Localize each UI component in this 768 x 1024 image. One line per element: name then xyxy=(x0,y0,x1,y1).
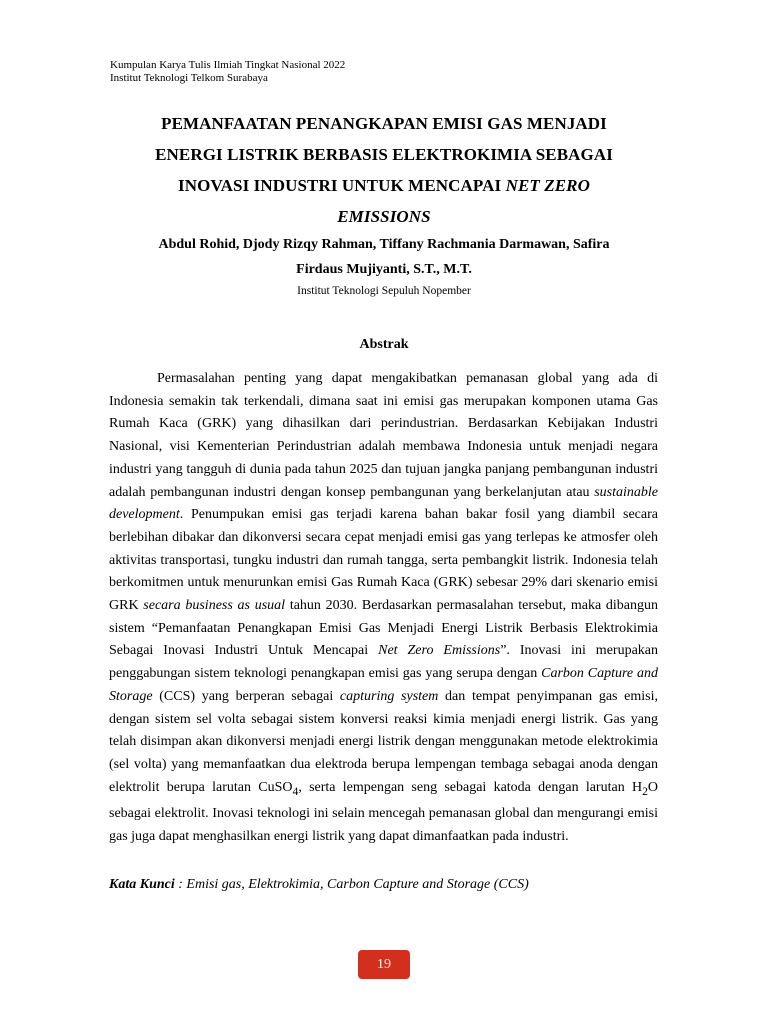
page-number-badge: 19 xyxy=(358,950,410,979)
subscript-4: 4 xyxy=(292,784,299,798)
title-line-3 xyxy=(100,170,668,201)
abstract-body xyxy=(109,368,658,849)
abstract-text-4: ”. Inovasi ini merupakan penggabungan sistem teknologi penangkapan emisi gas yang serupa dengan xyxy=(109,643,659,682)
affiliation: Institut Teknologi Sepuluh Nopember xyxy=(297,285,471,297)
subscript-2: 2 xyxy=(642,784,648,798)
title-line-2: ENERGI LISTRIK BERBASIS ELEKTROKIMIA SEBAGAI xyxy=(155,145,613,164)
abstract-text-7: , serta lempengan seng sebagai katoda dengan larutan H xyxy=(298,779,643,795)
keywords-label: Kata Kunci xyxy=(109,877,175,892)
abstract-italic-5: capturing system xyxy=(339,688,439,704)
abstract-heading: Abstrak xyxy=(359,337,409,352)
title-line-3-text: INOVASI INDUSTRI UNTUK MENCAPAI xyxy=(178,176,506,195)
keywords-text: Emisi gas, Elektrokimia, Carbon Capture and Storage (CCS) xyxy=(186,877,529,892)
abstract-text-6: dan tempat penyimpanan gas emisi, dengan sistem sel volta sebagai sistem konversi reaksi kimia menjadi energi listrik. Gas yang telah disimpan akan dikonversi menjadi energi listrik dengan menggunakan metode elektrokimia (sel volta) yang memanfaatkan dua elektroda berupa lempengan tembaga sebagai anoda dengan elektrolit berupa larutan CuSO xyxy=(109,688,659,795)
keywords xyxy=(109,877,669,893)
abstract-text-1: Permasalahan penting yang dapat mengakibatkan pemanasan global yang ada di Indonesia semakin tak terkendali, dimana saat ini emisi gas merupakan komponen utama Gas Rumah Kaca (GRK) yang dihasilkan dari perindustrian. Berdasarkan Kebijakan Industri Nasional, visi Kementerian Perindustrian adalah membawa Indonesia untuk menjadi negara industri yang tangguh di dunia pada tahun 2025 dan tujuan jangka panjang pembangunan industri adalah pembangunan industri dengan konsep pembangunan yang berkelanjutan atau xyxy=(109,371,658,500)
abstract-text-8: O sebagai elektrolit. Inovasi teknologi ini selain mencegah pemanasan global dan mengurangi emisi gas juga dapat menghasilkan energi listrik yang dapat dimanfaatkan pada industri. xyxy=(109,779,659,844)
abstract-italic-2: secara business as usual xyxy=(143,598,286,614)
abstract-italic-3: Net Zero Emissions xyxy=(378,643,501,659)
abstract-text-5: (CCS) yang berperan sebagai xyxy=(152,688,340,704)
header-line-1: Kumpulan Karya Tulis Ilmiah Tingkat Nasional 2022 xyxy=(110,59,346,71)
title-line-3-italic: NET ZERO xyxy=(505,176,590,195)
keywords-separator: : xyxy=(174,877,187,892)
authors-line-2: Firdaus Mujiyanti, S.T., M.T. xyxy=(296,262,472,277)
title-line-1: PEMANFAATAN PENANGKAPAN EMISI GAS MENJADI xyxy=(161,114,607,133)
abstract-paragraph xyxy=(109,368,658,849)
abstract-italic-1: sustainable development xyxy=(109,484,658,523)
running-header xyxy=(110,59,345,85)
abstract-text-2: . Penumpukan emisi gas terjadi karena bahan bakar fosil yang diambil secara berlebihan dibakar dan dikonversi secara cepat menjadi emisi gas yang terlepas ke atmosfer oleh aktivitas transportasi, tungku industri dan rumah tangga, serta pembangkit listrik. Indonesia telah berkomitmen untuk menurunkan emisi Gas Rumah Kaca (GRK) sebesar 29% dari skenario emisi GRK xyxy=(109,507,658,614)
title-line-4-italic: EMISSIONS xyxy=(337,207,431,226)
paper-title xyxy=(100,108,668,232)
abstract-italic-4: Carbon Capture and Storage xyxy=(109,666,658,704)
author-list xyxy=(100,232,668,282)
header-line-2: Institut Teknologi Telkom Surabaya xyxy=(110,72,268,84)
abstract-text-3: tahun 2030. Berdasarkan permasalahan tersebut, maka dibangun sistem “Pemanfaatan Penangkapan Emisi Gas Menjadi Energi Listrik Berbasis Elektrokimia Sebagai Inovasi Industri Untuk Mencapai xyxy=(109,598,658,659)
title-line-4 xyxy=(100,201,668,232)
authors-line-1: Abdul Rohid, Djody Rizqy Rahman, Tiffany Rachmania Darmawan, Safira xyxy=(158,237,610,252)
